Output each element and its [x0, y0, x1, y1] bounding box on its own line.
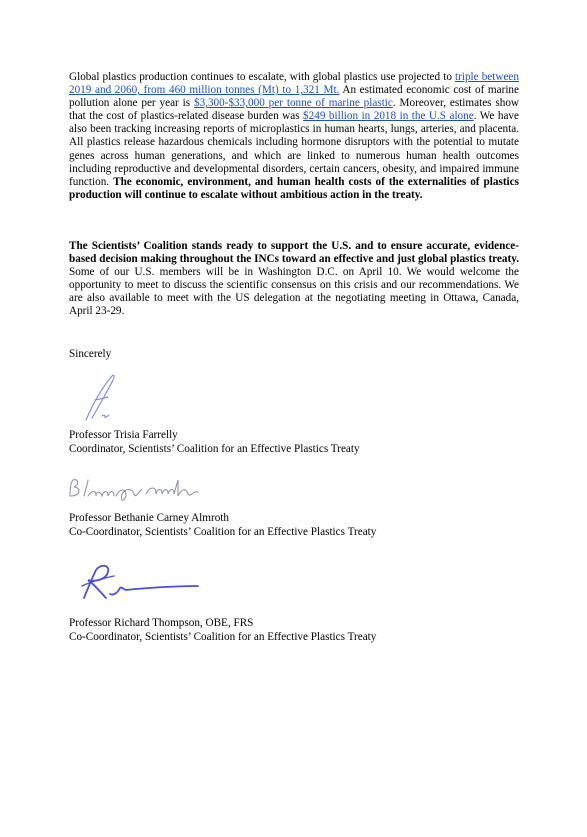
signatory-3-name: Professor Richard Thompson, OBE, FRS — [69, 617, 254, 629]
p1-text-2: An estimated economic cost of marine pollution alone per year is — [69, 84, 519, 110]
signatory-1-name: Professor Trisia Farrelly — [69, 429, 178, 441]
p1-text-1: Global plastics production continues to escalate, with global plastics use projected to — [69, 71, 456, 83]
p1-bold-statement: The economic, environment, and human health costs of the externalities of plastics production will continue to escalate without ambitious action in the treaty. — [69, 175, 519, 201]
signatory-2 — [69, 511, 376, 539]
link-disease-burden[interactable]: $249 billion in 2018 in the U.S alone — [303, 110, 474, 123]
p1-text-4: . We have also been tracking increasing reports of microplastics in human hearts, lungs, arteries, and placenta. All plastics release hazardous chemicals including hormone disruptors with the potential to mutate genes across human generations, and which are linked to numerous human health outcomes including reproductive and developmental disorders, certain cancers, obesity, and impaired immune function. — [69, 110, 519, 188]
signatory-1-role: Coordinator, Scientists’ Coalition for an Effective Plastics Treaty — [69, 443, 360, 455]
closing-salutation: Sincerely — [69, 348, 112, 360]
p2-bold-statement: The Scientists’ Coalition stands ready to support the U.S. and to ensure accurate, evidence-based decision making throughout the INCs toward an effective and just global plastics treaty. — [69, 240, 519, 266]
signature-farrelly — [78, 372, 138, 422]
link-marine-cost[interactable]: $3,300-$33,000 per tonne of marine plastic — [193, 97, 393, 110]
p2-text-1: Some of our U.S. members will be in Washington D.C. on April 10. We would welcome the opportunity to meet to discuss the scientific consensus on this crisis and our recommendations. We are also available to meet with the US delegation at the negotiating meeting in Ottawa, Canada, April 23-29. — [69, 266, 519, 318]
signatory-2-role: Co-Coordinator, Scientists’ Coalition for an Effective Plastics Treaty — [69, 526, 377, 538]
signatory-2-name: Professor Bethanie Carney Almroth — [69, 512, 230, 524]
signatory-1 — [69, 428, 360, 456]
paragraph-plastics-costs — [69, 71, 519, 202]
signatory-3 — [69, 616, 376, 644]
paragraph-coalition-support — [69, 240, 519, 319]
link-triple-production[interactable]: triple between 2019 and 2060, from 460 million tonnes (Mt) to 1,321 Mt. — [69, 71, 519, 97]
p1-text-3: . Moreover, estimates show that the cost of plastics-related disease burden was — [69, 97, 519, 123]
signature-carney-almroth — [66, 474, 226, 504]
signatory-3-role: Co-Coordinator, Scientists’ Coalition for an Effective Plastics Treaty — [69, 631, 377, 643]
signature-thompson — [74, 558, 204, 608]
